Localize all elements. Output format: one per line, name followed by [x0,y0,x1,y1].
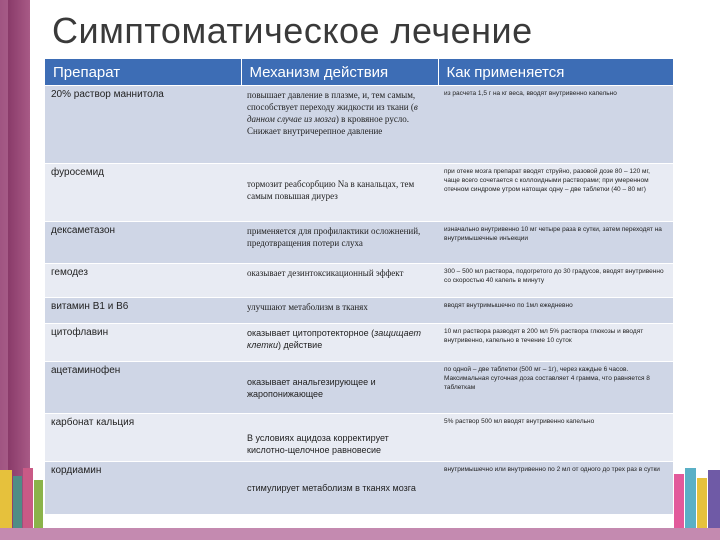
mechanism-cell: тормозит реабсорбцию Na в канальцах, тем самым повышая диурез [241,164,438,222]
usage-cell: по одной – две таблетки (500 мг – 1г), через каждые 6 часов. Максимальная суточная доза составляет 4 грамма, что равняется 8 таблеткам [438,362,673,414]
mechanism-cell: стимулирует метаболизм в тканях мозга [241,462,438,514]
drug-cell: дексаметазон [45,222,241,264]
drug-cell: ацетаминофен [45,362,241,414]
usage-cell: вводят внутримышечно по 1мл ежедневно [438,298,673,324]
table-row [45,86,673,164]
usage-cell: 5% раствор 500 мл вводят внутривенно капельно [438,414,673,462]
usage-cell: при отеке мозга препарат вводят струйно, разовой дозе 80 – 120 мг, чаще всего сочетается с коллоидными растворами; при умеренном отечном синдроме утром натощак одну – две таблетки (40 – 80 мг) [438,164,673,222]
mechanism-cell: улучшают метаболизм в тканях [241,298,438,324]
mechanism-cell: оказывает дезинтоксикационный эффект [241,264,438,298]
table-header-row [45,59,673,86]
drug-cell: гемодез [45,264,241,298]
header-drug: Препарат [45,59,241,86]
mechanism-cell: применяется для профилактики осложнений, предотвращения потери слуха [241,222,438,264]
drug-cell: цитофлавин [45,324,241,362]
drug-cell: фуросемид [45,164,241,222]
mechanism-cell: оказывает цитопротекторное (защищает клетки) действие [241,324,438,362]
table-row [45,462,673,514]
page-title: Симптоматическое лечение [52,10,533,51]
treatment-table [45,59,674,514]
drug-cell: витамин В1 и В6 [45,298,241,324]
table-row [45,164,673,222]
usage-cell: 300 – 500 мл раствора, подогретого до 30 градусов, вводят внутривенно со скоростью 40 капель в минуту [438,264,673,298]
drug-cell: кордиамин [45,462,241,514]
drug-cell: 20% раствор маннитола [45,86,241,164]
usage-cell: внутримышечно или внутривенно по 2 мл от одного до трех раз в сутки [438,462,673,514]
usage-cell: 10 мл раствора разводят в 200 мл 5% раствора глюкозы и вводят внутривенно, капельно в течение 10 суток [438,324,673,362]
mechanism-cell: повышает давление в плазме, и, тем самым, способствует переходу жидкости из ткани (в данном случае из мозга) в кровяное русло. Снижает внутричерепное давление [241,86,438,164]
drug-cell: карбонат кальция [45,414,241,462]
table-row [45,222,673,264]
table-row [45,362,673,414]
usage-cell: из расчета 1,5 г на кг веса, вводят внутривенно капельно [438,86,673,164]
header-usage: Как применяется [438,59,673,86]
usage-cell: изначально внутривенно 10 мг четыре раза в сутки, затем переходят на внутримышечные инъекции [438,222,673,264]
mechanism-cell: В условиях ацидоза корректирует кислотно-щелочное равновесие [241,414,438,462]
table-row [45,414,673,462]
table-row [45,264,673,298]
table-row [45,324,673,362]
decorative-left-band [0,0,30,540]
table-row [45,298,673,324]
mechanism-cell: оказывает анальгезирующее и жаропонижающее [241,362,438,414]
header-mechanism: Механизм действия [241,59,438,86]
